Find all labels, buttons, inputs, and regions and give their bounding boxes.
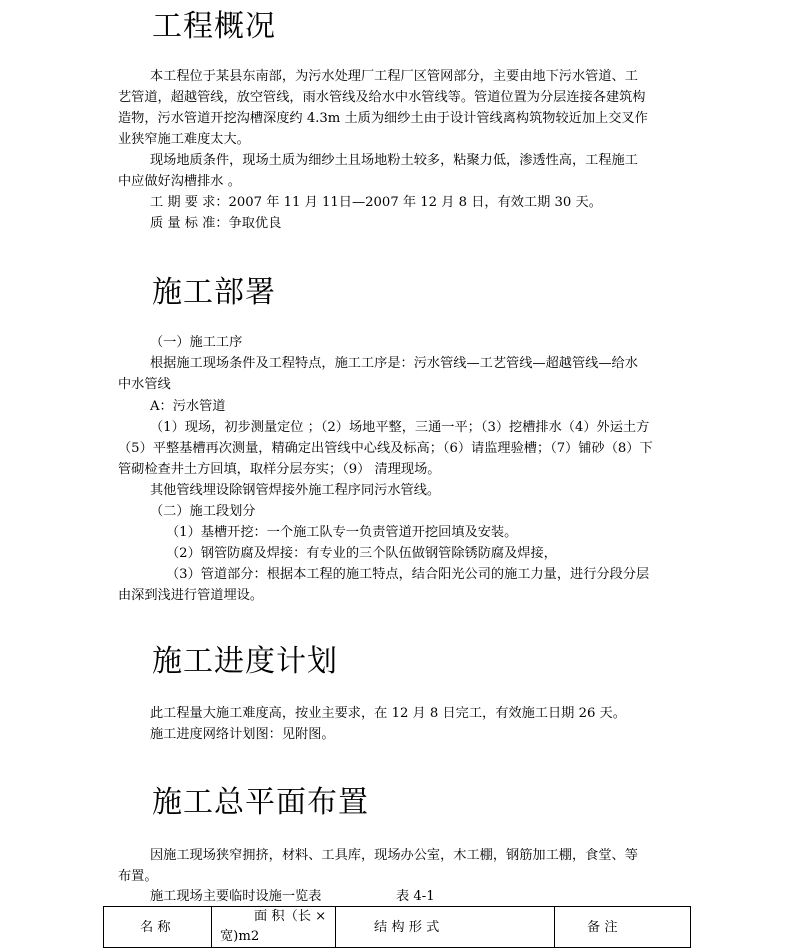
deployment-para1-line1: 根据施工现场条件及工程特点，施工工序是：污水管线—工艺管线—超越管线—给水 <box>150 356 638 371</box>
division-item3-line1: （3）管道部分：根据本工程的施工特点，结合阳光公司的施工力量，进行分段分层 <box>166 567 650 582</box>
quality-label: 质 量 标 准 <box>150 216 216 231</box>
quality-value: ：争取优良 <box>215 216 282 231</box>
deployment-sub2: （二）施工段划分 <box>150 504 256 519</box>
table-number: 表 4-1 <box>396 889 435 904</box>
overview-para1-line1: 本工程位于某县东南部，为污水处理厂工程厂区管网部分，主要由地下污水管道、工 <box>150 69 638 84</box>
header-area: 面 积（长 × 宽)m2 <box>212 907 336 948</box>
division-item2: （2）钢管防腐及焊接：有专业的三个队伍做钢管除锈防腐及焊接， <box>166 546 557 561</box>
heading-general-layout: 施工总平面布置 <box>152 785 369 820</box>
schedule-value: ：2007 年 11 月 11日—2007 年 12 月 8 日，有效工期 30 天。 <box>215 195 602 210</box>
table-header-row <box>104 907 691 948</box>
progress-para1: 此工程量大施工难度高，按业主要求，在 12 月 8 日完工，有效施工日期 26 天。 <box>150 706 626 721</box>
overview-para1-line3: 造物，污水管道开挖沟槽深度约 4.3m 土质为细纱土由于设计管线离构筑物较近加上交叉作 <box>118 111 648 126</box>
schedule-requirement <box>150 192 602 213</box>
overview-para1-line4: 业狭窄施工难度太大。 <box>118 132 250 147</box>
overview-para2-line2: 中应做好沟槽排水 。 <box>118 174 241 189</box>
header-structure: 结 构 形 式 <box>336 907 555 948</box>
header-name: 名 称 <box>104 907 212 948</box>
overview-para2-line1: 现场地质条件，现场土质为细纱土且场地粉土较多，粘聚力低，渗透性高，工程施工 <box>150 153 638 168</box>
division-item1: （1）基槽开挖：一个施工队专一负责管道开挖回填及安装。 <box>166 525 518 540</box>
layout-para1-line1: 因施工现场狭窄拥挤，材料、工具库，现场办公室，木工棚，钢筋加工棚，食堂、等 <box>150 848 638 863</box>
division-item3-line2: 由深到浅进行管道埋设。 <box>118 588 264 603</box>
deployment-para1-line2: 中水管线 <box>118 377 171 392</box>
quality-standard <box>150 213 281 234</box>
other-pipelines: 其他管线埋设除钢管焊接外施工程序同污水管线。 <box>150 483 441 498</box>
layout-para1-line2: 布置。 <box>118 869 158 884</box>
steps-line3: 管砌检查井土方回填，取样分层夯实；（9） 清理现场。 <box>118 462 441 477</box>
steps-line2: （5）平整基槽再次测量，精确定出管线中心线及标高；（6）请监理验槽；（7）铺砂（8）下 <box>118 441 653 456</box>
header-remark: 备 注 <box>555 907 691 948</box>
overview-para1-line2: 艺管道，超越管线，放空管线，雨水管线及给水中水管线等。管道位置为分层连接各建筑构 <box>118 90 646 105</box>
heading-construction-deployment: 施工部署 <box>152 275 276 310</box>
table-caption: 施工现场主要临时设施一览表 <box>150 889 322 904</box>
progress-para2: 施工进度网络计划图：见附图。 <box>150 727 335 742</box>
schedule-label: 工 期 要 求 <box>150 195 216 210</box>
deployment-sub1: （一）施工工序 <box>150 335 243 350</box>
heading-project-overview: 工程概况 <box>152 9 276 44</box>
sewer-pipe-label: A：污水管道 <box>150 399 226 414</box>
heading-progress-plan: 施工进度计划 <box>152 644 338 679</box>
steps-line1: （1）现场，初步测量定位 ；（2）场地平整，三通一平；（3）挖槽排水（4）外运土方 <box>150 420 650 435</box>
